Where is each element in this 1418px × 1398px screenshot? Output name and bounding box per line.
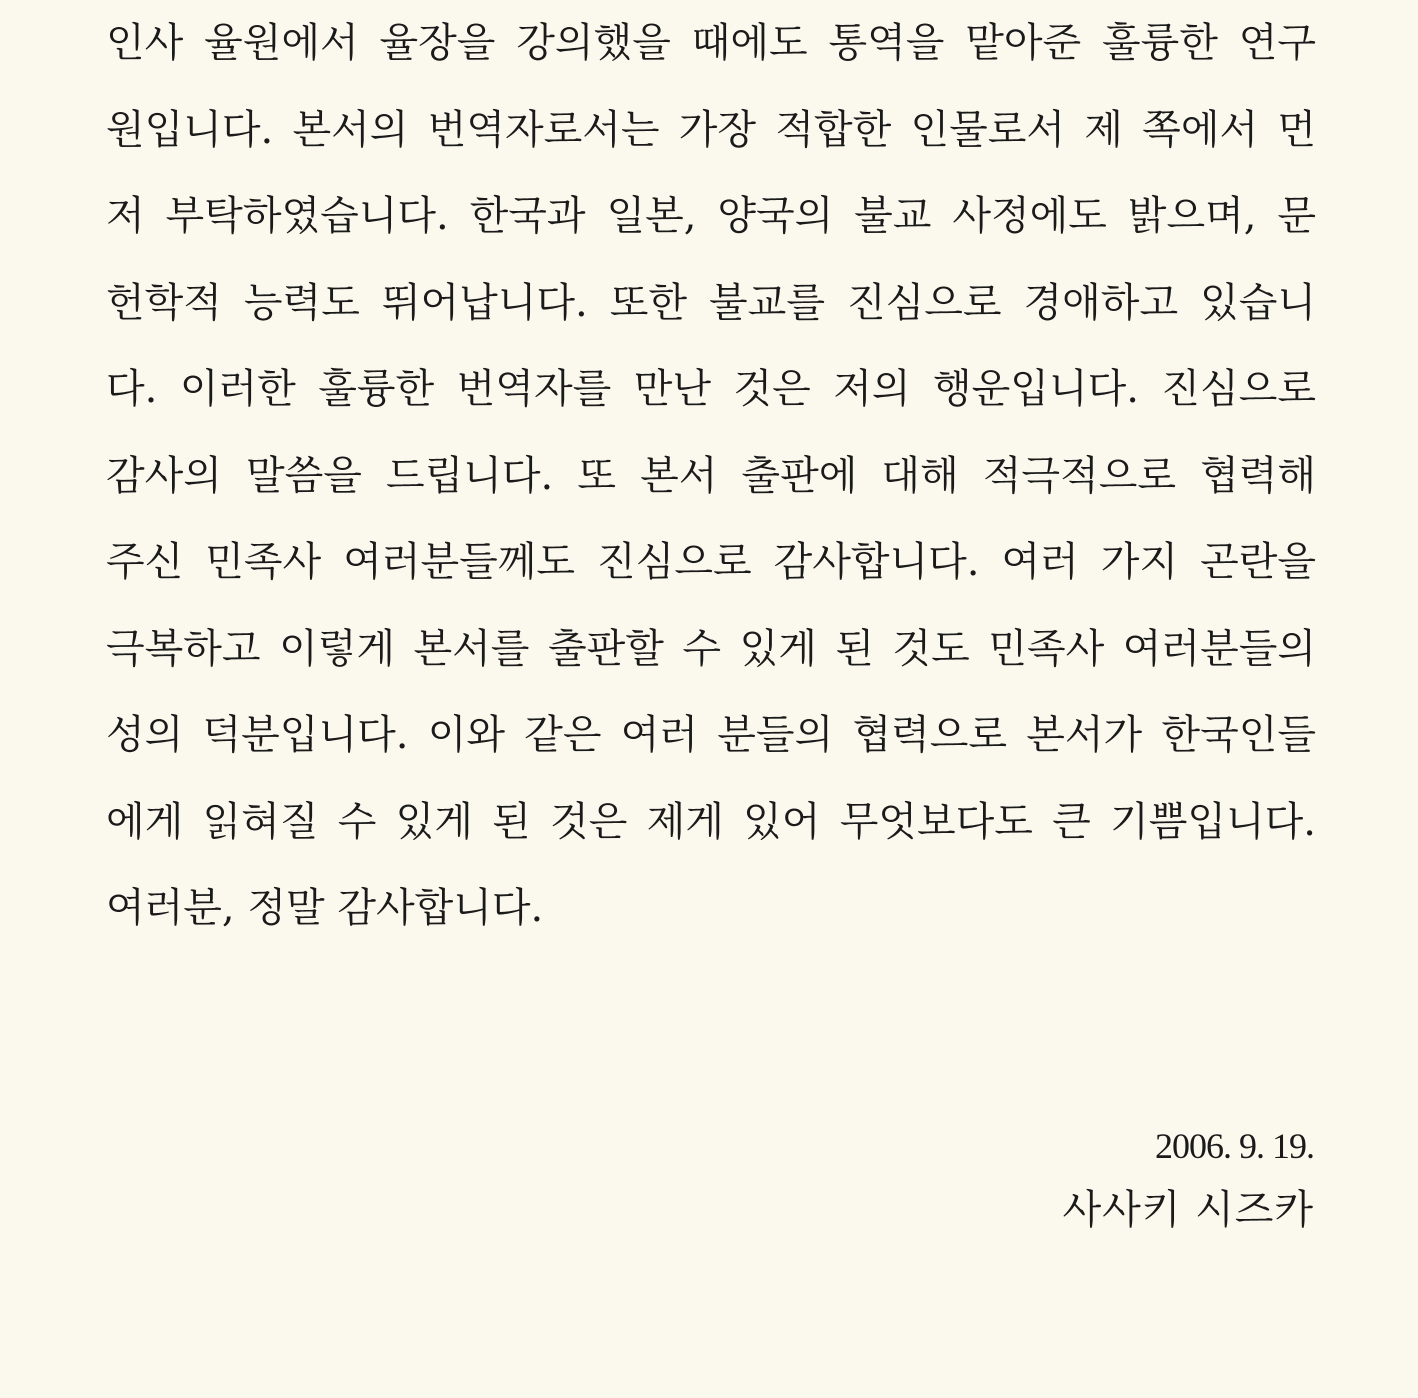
text-line: 저 부탁하였습니다. 한국과 일본, 양국의 불교 사정에도 밝으며, 문 <box>106 193 1316 239</box>
signature-date: 2006. 9. 19. <box>1155 1126 1314 1166</box>
text-line: 인사 율원에서 율장을 강의했을 때에도 통역을 맡아준 훌륭한 연구 <box>106 20 1316 66</box>
text-line: 다. 이러한 훌륭한 번역자를 만난 것은 저의 행운입니다. 진심으로 <box>106 366 1316 412</box>
signature-block <box>814 1115 1314 1243</box>
text-line: 극복하고 이렇게 본서를 출판할 수 있게 된 것도 민족사 여러분들의 <box>106 625 1316 672</box>
text-line: 성의 덕분입니다. 이와 같은 여러 분들의 협력으로 본서가 한국인들 <box>106 712 1316 758</box>
signature-author: 사사키 시즈카 <box>1062 1187 1314 1233</box>
text-line: 여러분, 정말 감사합니다. <box>106 885 544 931</box>
text-line: 감사의 말씀을 드립니다. 또 본서 출판에 대해 적극적으로 협력해 <box>106 452 1316 499</box>
text-line: 헌학적 능력도 뛰어납니다. 또한 불교를 진심으로 경애하고 있습니 <box>106 279 1316 326</box>
text-line: 원입니다. 본서의 번역자로서는 가장 적합한 인물로서 제 쪽에서 먼 <box>106 106 1316 153</box>
body-paragraph <box>106 0 1316 952</box>
text-line: 에게 읽혀질 수 있게 된 것은 제게 있어 무엇보다도 큰 기쁨입니다. <box>106 798 1316 845</box>
text-line: 주신 민족사 여러분들께도 진심으로 감사합니다. 여러 가지 곤란을 <box>106 539 1316 585</box>
